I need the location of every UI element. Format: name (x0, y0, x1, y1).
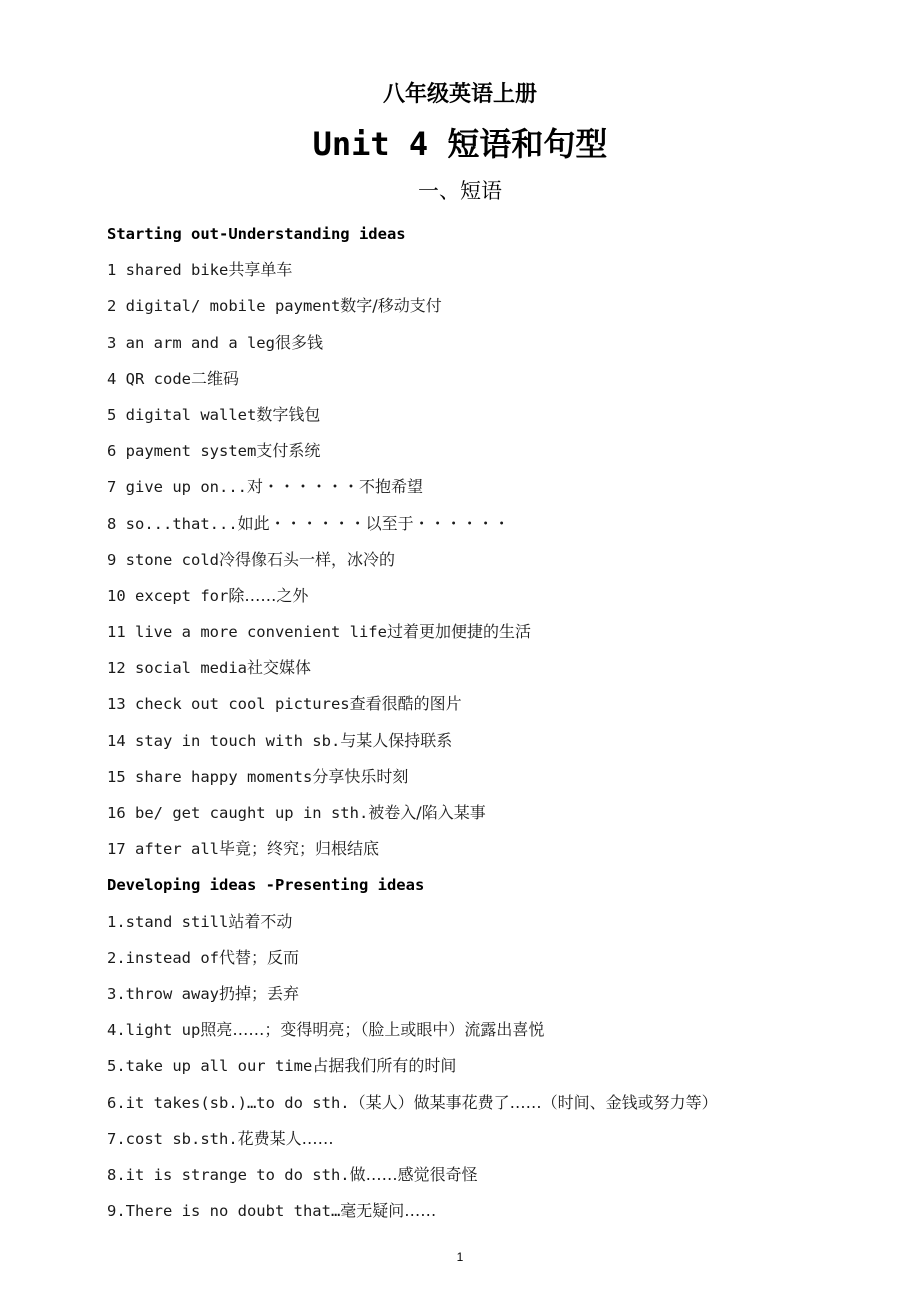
phrase-en: 12 social media (107, 659, 247, 678)
phrase-en: 6.it takes(sb.)…to do sth. (107, 1093, 350, 1112)
phrase-cn: 照亮……；变得明亮；（脸上或眼中）流露出喜悦 (200, 1020, 545, 1040)
phrase-en: 13 check out cool pictures (107, 695, 350, 714)
phrase-item (107, 944, 847, 980)
phrase-item (107, 763, 847, 799)
phrase-en: 4.light up (107, 1021, 201, 1040)
phrase-list (107, 220, 847, 1233)
phrase-cn: 查看很酷的图片 (349, 694, 462, 714)
phrase-en: 3.throw away (107, 984, 219, 1003)
page-number: 1 (456, 1250, 464, 1264)
phrase-item (107, 799, 847, 835)
grade-title: 八年级英语上册 (382, 82, 537, 107)
phrase-cn: 数字/移动支付 (340, 296, 442, 316)
phrase-en: 9.There is no doubt that… (107, 1202, 341, 1221)
phrase-en: 6 payment system (107, 442, 257, 461)
phrase-en: 8 so...that... (107, 514, 238, 533)
phrase-cn: 除……之外 (228, 585, 309, 605)
phrase-cn: 冷得像石头一样，冰冷的 (218, 549, 395, 569)
section-heading: Starting out-Understanding ideas (107, 225, 406, 243)
section-heading: Developing ideas -Presenting ideas (107, 876, 425, 895)
phrase-item (107, 546, 847, 582)
phrase-cn: 花费某人…… (237, 1128, 334, 1148)
phrase-en: 7.cost sb.sth. (107, 1129, 238, 1148)
unit-title: Unit 4 短语和句型 (312, 125, 608, 163)
phrase-en: 5 digital wallet (107, 405, 257, 424)
phrase-cn: 过着更加便捷的生活 (386, 622, 531, 642)
phrase-item (107, 1052, 847, 1088)
phrase-cn: 支付系统 (256, 441, 321, 461)
phrase-en: 2.instead of (107, 948, 219, 967)
phrase-item (107, 727, 847, 763)
phrase-item (107, 365, 847, 401)
phrase-item (107, 292, 847, 328)
phrase-item (107, 1089, 847, 1125)
phrase-item (107, 582, 847, 618)
phrase-en: 11 live a more convenient life (107, 623, 387, 642)
phrase-cn: 对・・・・・・不抱希望 (246, 477, 423, 497)
phrase-en: 8.it is strange to do sth. (107, 1165, 350, 1184)
phrase-item (107, 1161, 847, 1197)
phrase-en: 14 stay in touch with sb. (107, 731, 341, 750)
phrase-en: 16 be/ get caught up in sth. (107, 804, 369, 822)
phrase-item (107, 437, 847, 473)
phrase-cn: 共享单车 (228, 260, 293, 280)
phrase-item (107, 618, 847, 654)
phrase-cn: 二维码 (191, 368, 240, 388)
phrase-item (107, 1197, 847, 1233)
phrase-cn: 毫无疑问…… (340, 1201, 437, 1221)
phrase-cn: 毕竟；终究；归根结底 (218, 839, 379, 859)
phrase-cn: 扔掉；丢弃 (218, 983, 299, 1003)
phrase-item (107, 835, 847, 871)
phrase-cn: 分享快乐时刻 (312, 766, 409, 786)
phrase-item (107, 473, 847, 509)
phrase-item (107, 256, 847, 292)
phrase-en: 7 give up on... (107, 478, 247, 497)
section-title: 一、短语 (418, 179, 502, 203)
phrase-cn: （某人）做某事花费了……（时间、金钱或努力等） (349, 1092, 718, 1112)
phrase-cn: 与某人保持联系 (340, 730, 453, 750)
phrase-cn: 数字钱包 (256, 404, 321, 424)
phrase-en: 10 except for (107, 586, 229, 605)
phrase-cn: 很多钱 (274, 332, 323, 352)
phrase-cn: 代替；反而 (218, 947, 299, 967)
phrase-cn: 被卷入/陷入某事 (368, 803, 486, 822)
phrase-cn: 占据我们所有的时间 (312, 1056, 457, 1076)
phrase-item (107, 1125, 847, 1161)
phrase-item (107, 329, 847, 365)
phrase-item (107, 980, 847, 1016)
phrase-cn: 做……感觉很奇怪 (349, 1164, 478, 1184)
phrase-en: 4 QR code (107, 369, 191, 388)
phrase-en: 15 share happy moments (107, 767, 313, 786)
phrase-en: 2 digital/ mobile payment (107, 297, 341, 316)
phrase-en: 9 stone cold (107, 550, 219, 569)
phrase-cn: 站着不动 (228, 911, 293, 931)
phrase-item (107, 908, 847, 944)
phrase-en: 3 an arm and a leg (107, 333, 275, 352)
phrase-en: 5.take up all our time (107, 1057, 313, 1076)
phrase-cn: 如此・・・・・・以至于・・・・・・ (237, 513, 510, 533)
phrase-cn: 社交媒体 (246, 658, 311, 678)
phrase-item (107, 401, 847, 437)
phrase-item (107, 1016, 847, 1052)
phrase-en: 17 after all (107, 840, 219, 859)
phrase-en: 1 shared bike (107, 261, 229, 280)
phrase-item (107, 690, 847, 726)
phrase-item (107, 510, 847, 546)
phrase-en: 1.stand still (107, 912, 229, 931)
phrase-item (107, 654, 847, 690)
